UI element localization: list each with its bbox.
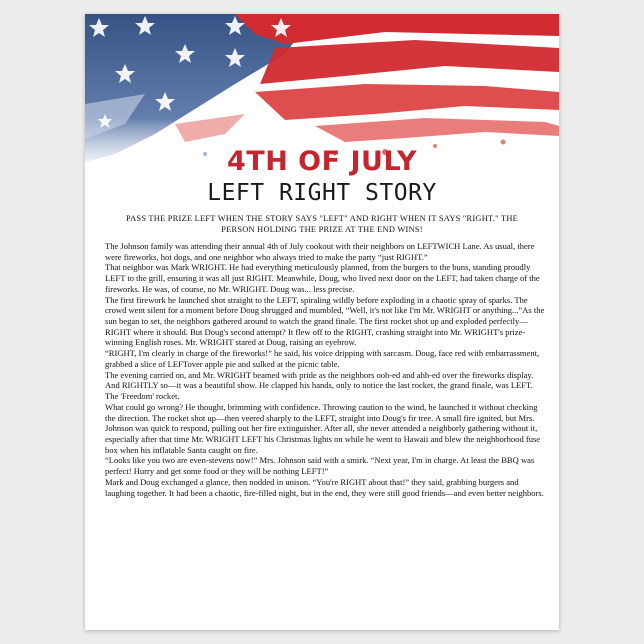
story-paragraph: The evening carried on, and Mr. WRIGHT beamed with pride as the neighbors ooh-ed and ahh-ed over the fireworks display. And RIGHTLY so—it was a beautiful show. He clapped his hands, only to notice the last rocket, the grand finale, was LEFT. The 'Freedom' rocket. [105, 369, 534, 402]
story-paragraph: Mark and Doug exchanged a glance, then nodded in unison. “You're RIGHT about that!” they said, grabbing burgers and laughing together. It had been a chaotic, fire-filled night, but in the end, they were still good friends—and even better neighbors. [105, 476, 544, 498]
title-heading: 4TH OF JULY [226, 146, 418, 177]
subtitle-heading: LEFT RIGHT STORY [207, 180, 437, 206]
game-instructions: PASS THE PRIZE LEFT WHEN THE STORY SAYS "LEFT" AND RIGHT WHEN IT SAYS "RIGHT." THE PERSON HOLDING THE PRIZE AT THE END WINS! [125, 214, 518, 234]
printable-sheet [85, 14, 559, 630]
story-paragraph: The Johnson family was attending their annual 4th of July cookout with their neighbors on LEFTWICH Lane. As usual, there were fireworks, hot dogs, and one neighbor who always tried to make the party “just RIGHT.” [105, 241, 535, 262]
story-paragraph: What could go wrong? He thought, brimming with confidence. Throwing caution to the wind, he launched it without checking the direction. The rocket shot up—then veered sharply to the LEFT, straight into Doug's fir tree. A small fire ignited, but Mrs. Johnson was quick to respond, pulling out her fire extinguisher. After all, she never attended a neighborly gathering without it, especially after that time Mr. WRIGHT LEFT his Christmas lights on while he went to Hawaii and blew the neighborhood fuse box when his inflatable Santa caught on fire. [105, 401, 541, 455]
story-paragraph: That neighbor was Mark WRIGHT. He had everything meticulously planned, from the burgers to the buns, standing proudly LEFT to the grill, ensuring it was all just RIGHT. Meanwhile, Doug, who lived next door on the LEFT, had taken charge of the fireworks. He was, of course, no Mr. WRIGHT. Doug was... less precise. [105, 262, 540, 294]
american-flag-watercolor-illustration [85, 14, 559, 164]
story-text [105, 241, 545, 498]
story-paragraph: “RIGHT, I'm clearly in charge of the fireworks!” he said, his voice dripping with sarcasm. Doug, face red with embarrassment, grabbed a slice of LEFTover apple pie and sulked at the picnic table. [105, 348, 540, 369]
story-paragraph: The first firework he launched shot straight to the LEFT, spiraling wildly before exploding in a chaotic spray of sparks. The crowd went silent for a moment before Doug shrugged and mumbled, “Well, it's not like I'm Mr. WRIGHT or anything...”As the sun began to set, the neighbors gathered around to watch the grand finale. The first rocket shot up and exploded perfectly—RIGHT where it should. But Doug's second attempt? It flew off to the RIGHT, crashing straight into Mr. WRIGHT's prize-winning English roses. Mr. WRIGHT stared at Doug, raising an eyebrow. [105, 294, 545, 348]
story-paragraph: “Looks like you two are even-stevens now!” Mrs. Johnson said with a smirk. “Next year, I'm in charge. At least the BBQ was perfect! Hurry and get some food or they will be nothing LEFT!” [105, 455, 535, 477]
